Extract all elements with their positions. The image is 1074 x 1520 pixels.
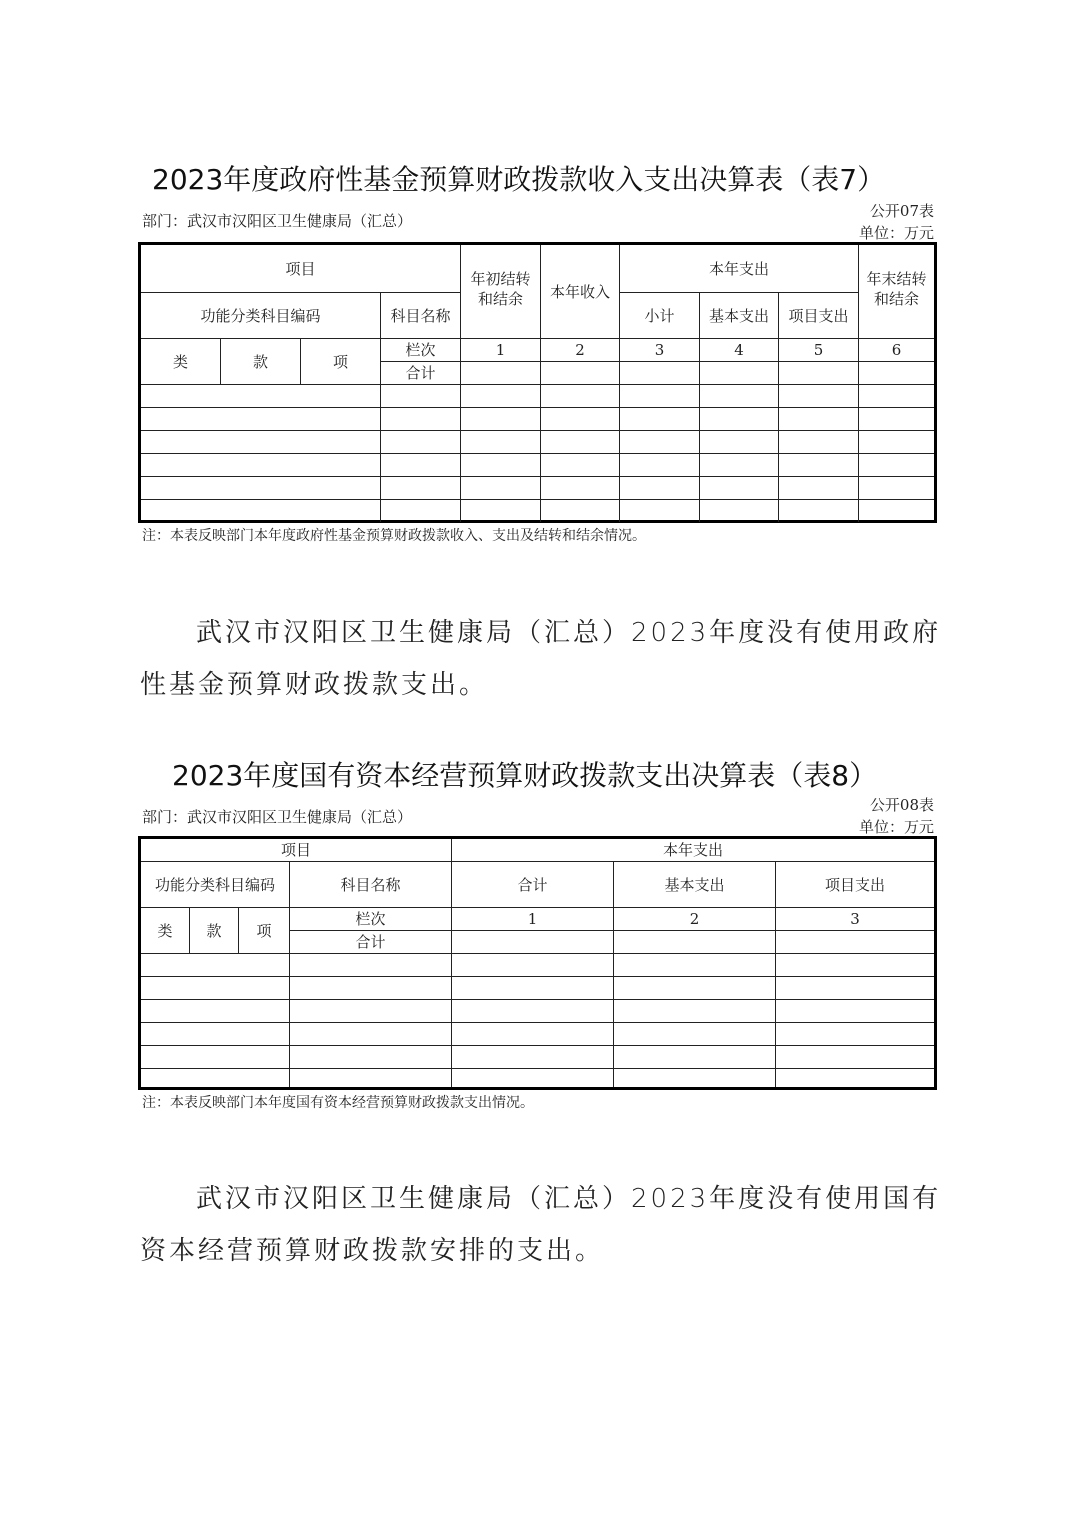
- t8-data-cell: [452, 1046, 614, 1069]
- t8-header-project-expense: 项目支出: [776, 862, 934, 908]
- t7-data-cell: [461, 477, 541, 500]
- t8-total-cell: [776, 931, 934, 954]
- table8-unit: 单位：万元: [858, 818, 934, 836]
- t7-data-cell: [859, 477, 934, 500]
- t8-col-num: 2: [614, 908, 776, 931]
- paragraph2-line2: 资本经营预算财政拨款安排的支出。: [140, 1236, 605, 1266]
- t7-col-num: 6: [859, 339, 934, 362]
- t7-data-cell: [779, 408, 859, 431]
- t8-data-cell: [290, 977, 452, 1000]
- t8-data-cell: [776, 1000, 934, 1023]
- t7-total-cell: [461, 362, 541, 385]
- t8-data-cell: [290, 954, 452, 977]
- t7-data-cell: [541, 454, 620, 477]
- t7-data-cell: [859, 500, 934, 522]
- t8-data-cell: [290, 1023, 452, 1046]
- t8-header-current-expense: 本年支出: [452, 839, 934, 862]
- t7-data-cell: [779, 431, 859, 454]
- t8-header-kuan: 款: [190, 908, 239, 954]
- t8-data-cell: [452, 1069, 614, 1087]
- table7-note: 注：本表反映部门本年度政府性基金预算财政拨款收入、支出及结转和结余情况。: [142, 528, 646, 544]
- t7-data-cell: [859, 385, 934, 408]
- t7-header-current-expense: 本年支出: [620, 245, 859, 293]
- t8-data-cell: [141, 1023, 290, 1046]
- t7-data-cell: [779, 454, 859, 477]
- t7-total-cell: [859, 362, 934, 385]
- t8-data-cell: [290, 1000, 452, 1023]
- t8-data-cell: [614, 954, 776, 977]
- t7-col-num: 5: [779, 339, 859, 362]
- t7-header-subject-name: 科目名称: [381, 293, 461, 339]
- t7-total-cell: [700, 362, 779, 385]
- t7-data-cell: [381, 385, 461, 408]
- t7-header-xiang: 项: [301, 339, 381, 385]
- t7-data-cell: [141, 500, 381, 522]
- t8-data-cell: [452, 977, 614, 1000]
- t7-data-cell: [779, 500, 859, 522]
- t8-data-cell: [614, 1000, 776, 1023]
- t8-total-cell: [614, 931, 776, 954]
- table7-unit: 单位：万元: [858, 224, 934, 242]
- t7-data-cell: [779, 385, 859, 408]
- t8-col-num: 1: [452, 908, 614, 931]
- t8-header-xiang: 项: [239, 908, 290, 954]
- t8-data-cell: [452, 1000, 614, 1023]
- t7-data-cell: [620, 477, 700, 500]
- table8: [138, 836, 937, 1090]
- t7-data-cell: [141, 454, 381, 477]
- t7-total-cell: [620, 362, 700, 385]
- t8-col-num: 3: [776, 908, 934, 931]
- t7-data-cell: [541, 431, 620, 454]
- t8-data-cell: [776, 1069, 934, 1087]
- t7-col-num: 1: [461, 339, 541, 362]
- t7-header-opening-balance: 年初结转和结余: [461, 245, 541, 339]
- t7-data-cell: [461, 500, 541, 522]
- t7-data-cell: [141, 477, 381, 500]
- t7-data-cell: [700, 454, 779, 477]
- t8-header-total: 合计: [452, 862, 614, 908]
- t7-column-index-label: 栏次: [381, 339, 461, 362]
- t7-header-kuan: 款: [221, 339, 301, 385]
- t8-column-index-label: 栏次: [290, 908, 452, 931]
- t7-data-cell: [381, 454, 461, 477]
- t8-data-cell: [141, 954, 290, 977]
- t7-header-current-income: 本年收入: [541, 245, 620, 339]
- t7-header-item: 项目: [141, 245, 461, 293]
- t7-data-cell: [461, 408, 541, 431]
- t8-total-label: 合计: [290, 931, 452, 954]
- t7-data-cell: [700, 385, 779, 408]
- t7-data-cell: [381, 408, 461, 431]
- t7-col-num: 4: [700, 339, 779, 362]
- t7-data-cell: [700, 477, 779, 500]
- t8-data-cell: [141, 1000, 290, 1023]
- t8-header-subject-name: 科目名称: [290, 862, 452, 908]
- t7-data-cell: [779, 477, 859, 500]
- t7-data-cell: [381, 477, 461, 500]
- t7-data-cell: [381, 500, 461, 522]
- t8-data-cell: [614, 1069, 776, 1087]
- t8-header-lei: 类: [141, 908, 190, 954]
- t7-data-cell: [620, 454, 700, 477]
- t7-data-cell: [859, 408, 934, 431]
- t8-data-cell: [614, 977, 776, 1000]
- t7-data-cell: [381, 431, 461, 454]
- t7-col-num: 2: [541, 339, 620, 362]
- t7-header-basic-expense: 基本支出: [700, 293, 779, 339]
- t8-data-cell: [614, 1023, 776, 1046]
- t7-data-cell: [541, 385, 620, 408]
- t8-data-cell: [776, 1046, 934, 1069]
- t8-header-func-code: 功能分类科目编码: [141, 862, 290, 908]
- t8-data-cell: [141, 1046, 290, 1069]
- t7-data-cell: [859, 454, 934, 477]
- t8-data-cell: [452, 954, 614, 977]
- t7-data-cell: [700, 408, 779, 431]
- paragraph1-line1: 武汉市汉阳区卫生健康局（汇总）2023年度没有使用政府: [196, 618, 942, 648]
- t7-total-cell: [541, 362, 620, 385]
- t7-col-num: 3: [620, 339, 700, 362]
- t7-data-cell: [620, 385, 700, 408]
- t7-data-cell: [141, 431, 381, 454]
- t7-data-cell: [541, 500, 620, 522]
- t7-header-closing-balance: 年末结转和结余: [859, 245, 934, 339]
- t8-data-cell: [452, 1023, 614, 1046]
- t7-total-cell: [779, 362, 859, 385]
- table7-title: 2023年度政府性基金预算财政拨款收入支出决算表（表7）: [152, 163, 886, 196]
- t8-data-cell: [290, 1046, 452, 1069]
- t7-data-cell: [541, 408, 620, 431]
- table8-note: 注：本表反映部门本年度国有资本经营预算财政拨款支出情况。: [142, 1095, 534, 1111]
- t8-data-cell: [776, 954, 934, 977]
- t8-data-cell: [776, 977, 934, 1000]
- t8-data-cell: [141, 1069, 290, 1087]
- table7-department: 部门：武汉市汉阳区卫生健康局（汇总）: [142, 212, 413, 230]
- t7-header-project-expense: 项目支出: [779, 293, 859, 339]
- table8-form-code: 公开08表: [869, 796, 934, 814]
- t7-data-cell: [461, 454, 541, 477]
- t7-data-cell: [620, 408, 700, 431]
- table8-department: 部门：武汉市汉阳区卫生健康局（汇总）: [142, 808, 413, 826]
- t8-data-cell: [614, 1046, 776, 1069]
- t8-header-item: 项目: [141, 839, 452, 862]
- t7-data-cell: [859, 431, 934, 454]
- t7-data-cell: [700, 500, 779, 522]
- t7-data-cell: [700, 431, 779, 454]
- t7-data-cell: [461, 431, 541, 454]
- t7-header-lei: 类: [141, 339, 221, 385]
- t7-data-cell: [620, 431, 700, 454]
- paragraph2-line1: 武汉市汉阳区卫生健康局（汇总）2023年度没有使用国有: [196, 1184, 942, 1214]
- t7-data-cell: [141, 385, 381, 408]
- paragraph1-line2: 性基金预算财政拨款支出。: [140, 670, 489, 700]
- t8-data-cell: [290, 1069, 452, 1087]
- t8-data-cell: [776, 1023, 934, 1046]
- table8-title: 2023年度国有资本经营预算财政拨款支出决算表（表8）: [172, 759, 878, 792]
- t8-header-basic-expense: 基本支出: [614, 862, 776, 908]
- t7-header-subtotal: 小计: [620, 293, 700, 339]
- t8-data-cell: [141, 977, 290, 1000]
- t7-data-cell: [461, 385, 541, 408]
- table7: [138, 242, 937, 523]
- t7-total-label: 合计: [381, 362, 461, 385]
- t7-data-cell: [541, 477, 620, 500]
- table7-form-code: 公开07表: [869, 202, 934, 220]
- t7-data-cell: [141, 408, 381, 431]
- t8-total-cell: [452, 931, 614, 954]
- t7-data-cell: [620, 500, 700, 522]
- t7-header-func-code: 功能分类科目编码: [141, 293, 381, 339]
